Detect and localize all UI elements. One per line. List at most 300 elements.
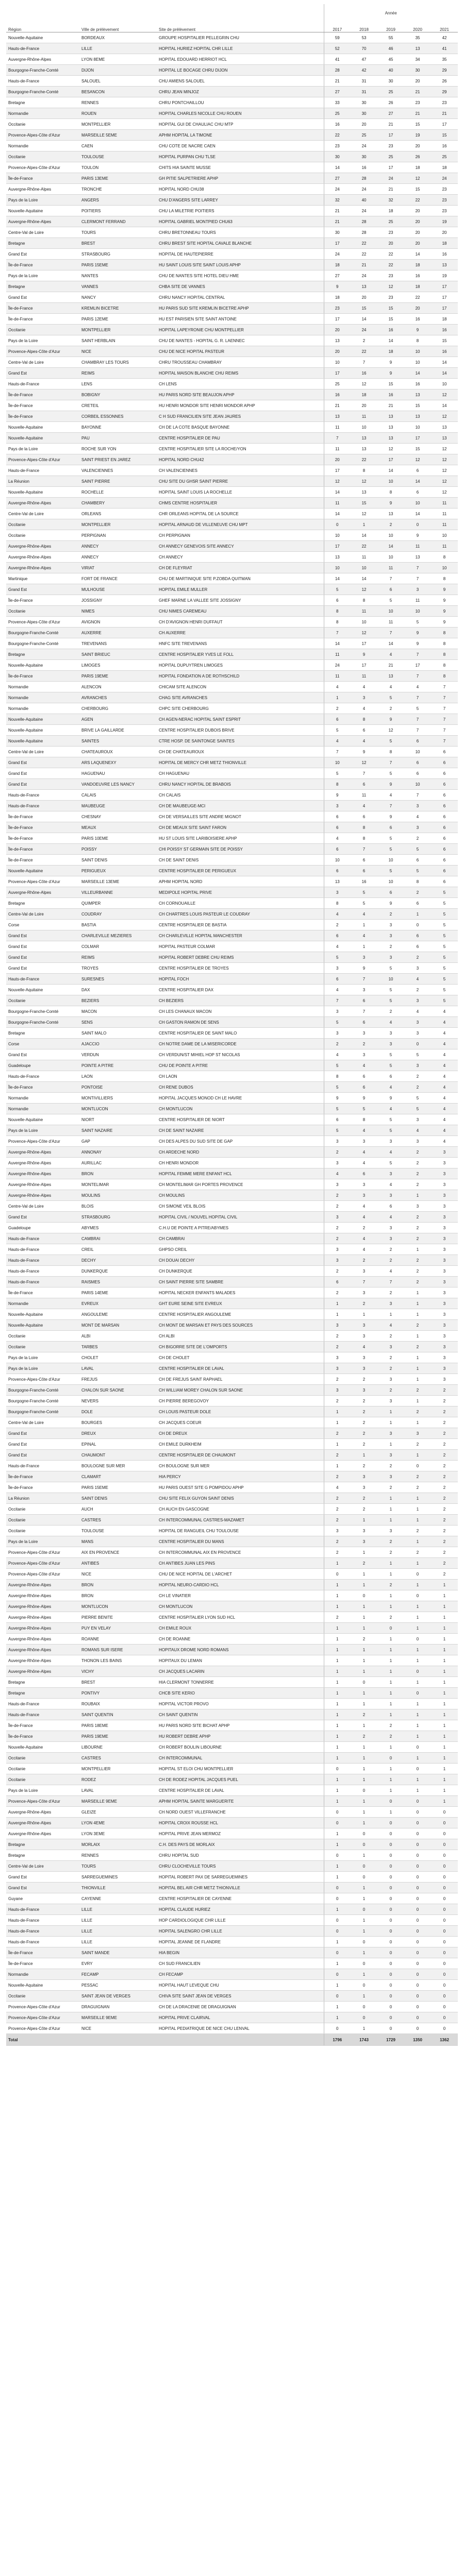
count-cell: 0	[404, 519, 431, 530]
region-cell: Auvergne-Rhône-Alpes	[6, 498, 79, 509]
count-cell: 3	[377, 952, 404, 963]
ville-cell: CHAMBERY	[79, 498, 157, 509]
count-cell: 12	[351, 476, 377, 487]
count-cell: 9	[377, 898, 404, 909]
table-row	[6, 703, 458, 714]
count-cell: 9	[351, 747, 377, 757]
count-cell: 6	[431, 757, 458, 768]
region-cell: Île-de-France	[6, 1082, 79, 1093]
region-cell: Auvergne-Rhône-Alpes	[6, 1158, 79, 1168]
ville-cell: ROUEN	[79, 108, 157, 119]
ville-cell: THONON LES BAINS	[79, 1655, 157, 1666]
count-cell: 1	[404, 1612, 431, 1623]
count-cell: 0	[324, 1893, 351, 1904]
count-cell: 25	[324, 379, 351, 389]
count-cell: 2	[404, 1439, 431, 1450]
count-cell: 2	[377, 703, 404, 714]
count-cell: 3	[377, 1028, 404, 1039]
region-cell: Provence-Alpes-Côte d'Azur	[6, 2002, 79, 2012]
region-cell: Bretagne	[6, 1677, 79, 1688]
table-row	[6, 87, 458, 97]
count-cell: 5	[324, 1060, 351, 1071]
count-cell: 5	[431, 920, 458, 930]
year-header: 2018	[351, 15, 377, 32]
count-cell: 28	[351, 216, 377, 227]
region-cell: Pays de la Loire	[6, 270, 79, 281]
region-cell: Centre-Val de Loire	[6, 357, 79, 368]
count-cell: 7	[351, 974, 377, 985]
count-cell: 0	[377, 1839, 404, 1850]
table-row	[6, 671, 458, 682]
site-cell: CENTRE HOSPITALIER DAX	[157, 985, 324, 995]
count-cell: 19	[431, 216, 458, 227]
region-cell: Bourgogne-Franche-Comté	[6, 1396, 79, 1406]
region-cell: Normandie	[6, 1298, 79, 1309]
count-cell: 6	[431, 801, 458, 811]
region-cell: Provence-Alpes-Côte d'Azur	[6, 162, 79, 173]
count-cell: 59	[324, 32, 351, 43]
count-cell: 4	[324, 1168, 351, 1179]
count-cell: 2	[351, 1396, 377, 1406]
table-row	[6, 692, 458, 703]
count-cell: 3	[404, 1201, 431, 1212]
count-cell: 1	[324, 1742, 351, 1753]
ville-cell: COUDRAY	[79, 909, 157, 920]
table-row	[6, 1093, 458, 1104]
count-cell: 2	[404, 1266, 431, 1277]
table-row	[6, 1688, 458, 1699]
region-cell: Normandie	[6, 703, 79, 714]
table-row	[6, 1255, 458, 1266]
count-cell: 0	[404, 1569, 431, 1580]
site-cell: CENTRE HOSPITALIER DE PAU	[157, 433, 324, 444]
site-cell: HOPITAL ROBERT DEBRE CHU REIMS	[157, 952, 324, 963]
region-cell: Île-de-France	[6, 1731, 79, 1742]
table-row	[6, 649, 458, 660]
count-cell: 2	[377, 1006, 404, 1017]
count-cell: 12	[324, 476, 351, 487]
count-cell: 4	[324, 1049, 351, 1060]
ville-cell: ANNECY	[79, 552, 157, 563]
region-cell: Nouvelle-Aquitaine	[6, 1742, 79, 1753]
count-cell: 20	[404, 206, 431, 216]
count-cell: 7	[351, 1277, 377, 1287]
region-cell: Île-de-France	[6, 389, 79, 400]
count-cell: 4	[431, 1006, 458, 1017]
count-cell: 4	[431, 1082, 458, 1093]
site-cell: HOPITAUX DROME NORD ROMANS	[157, 1645, 324, 1655]
count-cell: 1	[377, 1406, 404, 1417]
region-cell: Centre-Val de Loire	[6, 909, 79, 920]
site-cell: CH SUD FRANCILIEN	[157, 1958, 324, 1969]
count-cell: 16	[431, 346, 458, 357]
count-cell: 5	[404, 703, 431, 714]
region-cell: Occitanie	[6, 1504, 79, 1515]
count-cell: 0	[431, 1850, 458, 1861]
count-cell: 13	[377, 433, 404, 444]
region-cell: Nouvelle-Aquitaine	[6, 660, 79, 671]
table-row	[6, 1168, 458, 1179]
count-cell: 1	[404, 1287, 431, 1298]
count-cell: 0	[351, 1590, 377, 1601]
table-row	[6, 1558, 458, 1569]
count-cell: 4	[431, 1104, 458, 1114]
count-cell: 31	[351, 87, 377, 97]
ville-cell: ROMANS SUR ISERE	[79, 1645, 157, 1655]
count-cell: 11	[351, 411, 377, 422]
count-cell: 30	[324, 151, 351, 162]
site-cell: CH DE MEAUX SITE SAINT FARON	[157, 822, 324, 833]
count-cell: 7	[377, 801, 404, 811]
ville-cell: SAINT MANDE	[79, 1947, 157, 1958]
ville-cell: ROCHELLE	[79, 487, 157, 498]
count-cell: 12	[351, 628, 377, 638]
count-cell: 0	[404, 1947, 431, 1958]
count-cell: 1	[324, 1645, 351, 1655]
count-cell: 4	[351, 1212, 377, 1223]
ville-cell: MEAUX	[79, 822, 157, 833]
count-cell: 2	[351, 1461, 377, 1471]
count-cell: 3	[351, 1028, 377, 1039]
count-cell: 2	[351, 1709, 377, 1720]
count-cell: 15	[431, 130, 458, 141]
table-row	[6, 1547, 458, 1558]
region-cell: Occitanie	[6, 325, 79, 335]
count-cell: 2	[324, 1201, 351, 1212]
table-row	[6, 1428, 458, 1439]
count-cell: 4	[377, 1147, 404, 1158]
site-cell: CHAG SITE AVRANCHES	[157, 692, 324, 703]
ville-cell: BREST	[79, 238, 157, 249]
region-cell: Grand Est	[6, 941, 79, 952]
site-cell: HOPITAL FEMME MERE ENFANT HCL	[157, 1168, 324, 1179]
count-cell: 15	[377, 379, 404, 389]
table-row	[6, 1006, 458, 1017]
count-cell: 1	[351, 1915, 377, 1926]
ville-cell: FREJUS	[79, 1374, 157, 1385]
region-cell: Grand Est	[6, 584, 79, 595]
region-cell: Provence-Alpes-Côte d'Azur	[6, 2023, 79, 2034]
ville-cell: MARSEILLE 5EME	[79, 130, 157, 141]
count-cell: 1	[377, 1493, 404, 1504]
count-cell: 3	[431, 1158, 458, 1168]
ville-cell: MONTPELLIER	[79, 519, 157, 530]
count-cell: 2	[324, 1190, 351, 1201]
region-cell: Hauts-de-France	[6, 1266, 79, 1277]
region-cell: Occitanie	[6, 119, 79, 130]
count-cell: 8	[431, 671, 458, 682]
count-cell: 6	[324, 811, 351, 822]
count-cell: 10	[431, 530, 458, 541]
count-cell: 2	[404, 1526, 431, 1536]
site-cell: HOPITAL CLAUDE HURIEZ	[157, 1904, 324, 1915]
table-row	[6, 725, 458, 736]
count-cell: 1	[377, 1309, 404, 1320]
count-cell: 17	[324, 541, 351, 552]
region-cell: Île-de-France	[6, 303, 79, 314]
count-cell: 0	[431, 1828, 458, 1839]
ville-cell: VERDUN	[79, 1049, 157, 1060]
ville-cell: CRETEIL	[79, 400, 157, 411]
ville-cell: AUCH	[79, 1504, 157, 1515]
count-cell: 6	[431, 790, 458, 801]
count-cell: 0	[404, 1969, 431, 1980]
count-cell: 4	[324, 736, 351, 747]
count-cell: 3	[431, 1266, 458, 1277]
ville-cell: MONTLUCON	[79, 1104, 157, 1114]
ville-cell: CREIL	[79, 1244, 157, 1255]
count-cell: 3	[377, 1342, 404, 1352]
count-cell: 20	[404, 76, 431, 87]
count-cell: 16	[431, 249, 458, 260]
region-cell: Pays de la Loire	[6, 1785, 79, 1796]
table-row	[6, 108, 458, 119]
table-row	[6, 498, 458, 509]
count-cell: 2	[324, 1396, 351, 1406]
site-cell: CH BOULOGNE SUR MER	[157, 1461, 324, 1471]
table-row	[6, 325, 458, 335]
count-cell: 21	[431, 108, 458, 119]
count-cell: 11	[431, 509, 458, 519]
count-cell: 25	[324, 108, 351, 119]
count-cell: 9	[404, 530, 431, 541]
site-cell: CH PERPIGNAN	[157, 530, 324, 541]
count-cell: 3	[324, 1255, 351, 1266]
site-cell: HU HENRI MONDOR SITE HENRI MONDOR APHP	[157, 400, 324, 411]
count-cell: 15	[377, 303, 404, 314]
count-cell: 0	[431, 1991, 458, 2002]
count-cell: 2	[431, 1558, 458, 1569]
count-cell: 2	[431, 1396, 458, 1406]
count-cell: 16	[377, 389, 404, 400]
count-cell: 10	[404, 498, 431, 509]
table-row	[6, 1991, 458, 2002]
count-cell: 1	[324, 1861, 351, 1872]
region-cell: Centre-Val de Loire	[6, 227, 79, 238]
count-cell: 3	[377, 1374, 404, 1385]
ville-cell: CHAUMONT	[79, 1450, 157, 1461]
count-cell: 3	[377, 1298, 404, 1309]
table-row	[6, 974, 458, 985]
count-cell: 5	[324, 952, 351, 963]
table-row	[6, 65, 458, 76]
count-cell: 0	[377, 1991, 404, 2002]
ville-cell: BOURGES	[79, 1417, 157, 1428]
ville-cell: CHOLET	[79, 1352, 157, 1363]
count-cell: 1	[377, 1417, 404, 1428]
site-cell: CH DE FLEYRIAT	[157, 563, 324, 573]
count-cell: 7	[351, 1006, 377, 1017]
count-cell: 0	[404, 2002, 431, 2012]
count-cell: 3	[431, 1212, 458, 1223]
site-cell: CH DE CHATEAUROUX	[157, 747, 324, 757]
count-cell: 26	[404, 151, 431, 162]
ville-cell: NIMES	[79, 606, 157, 617]
table-row	[6, 227, 458, 238]
count-cell: 1	[324, 2012, 351, 2023]
count-cell: 18	[404, 162, 431, 173]
table-row	[6, 1406, 458, 1417]
count-cell: 2	[431, 1482, 458, 1493]
count-cell: 1	[351, 1569, 377, 1580]
site-cell: HOPITAUX DU LEMAN	[157, 1655, 324, 1666]
table-row	[6, 195, 458, 206]
count-cell: 25	[377, 151, 404, 162]
count-cell: 14	[431, 357, 458, 368]
count-cell: 34	[404, 54, 431, 65]
count-cell: 0	[324, 2023, 351, 2034]
count-cell: 5	[377, 768, 404, 779]
count-cell: 17	[431, 303, 458, 314]
count-cell: 12	[431, 411, 458, 422]
ville-cell: LIBOURNE	[79, 1742, 157, 1753]
count-cell: 3	[351, 1320, 377, 1331]
count-cell: 2	[377, 1385, 404, 1396]
count-cell: 4	[377, 682, 404, 692]
count-cell: 18	[431, 314, 458, 325]
count-cell: 1	[377, 1688, 404, 1699]
site-cell: CH DE SAINT DENIS	[157, 855, 324, 866]
site-cell: CH EMILE DURKHEIM	[157, 1439, 324, 1450]
site-cell: CH INTERCOMMUNAL CASTRES-MAZAMET	[157, 1515, 324, 1526]
ville-cell: KREMLIN BICETRE	[79, 303, 157, 314]
site-cell: CHRU NANCY HOPITAL DE BRABOIS	[157, 779, 324, 790]
site-cell: CH DE FREJUS SAINT RAPHAEL	[157, 1374, 324, 1385]
count-cell: 2	[324, 1223, 351, 1233]
count-cell: 9	[404, 325, 431, 335]
count-cell: 2	[404, 985, 431, 995]
site-cell: HOPITAL SALENGRO CHR LILLE	[157, 1926, 324, 1937]
count-cell: 7	[324, 433, 351, 444]
region-cell: Bretagne	[6, 1688, 79, 1699]
site-cell: HOPITAL PEDIATRIQUE DE NICE CHU LENVAL	[157, 2023, 324, 2034]
count-cell: 3	[324, 963, 351, 974]
site-cell: C.H.U DE POINTE A PITRE/ABYMES	[157, 1223, 324, 1233]
count-cell: 21	[377, 184, 404, 195]
table-row	[6, 238, 458, 249]
count-cell: 3	[351, 1136, 377, 1147]
count-cell: 3	[324, 1158, 351, 1168]
count-cell: 27	[324, 87, 351, 97]
ville-cell: NEVERS	[79, 1396, 157, 1406]
count-cell: 6	[324, 844, 351, 855]
count-cell: 30	[377, 76, 404, 87]
table-row	[6, 2023, 458, 2034]
count-cell: 5	[431, 930, 458, 941]
site-cell: CENTRE HOSPITALIER DE NIORT	[157, 1114, 324, 1125]
table-row	[6, 1179, 458, 1190]
ville-cell: BRON	[79, 1590, 157, 1601]
count-cell: 6	[351, 1168, 377, 1179]
region-cell: Occitanie	[6, 1515, 79, 1526]
count-cell: 0	[431, 1969, 458, 1980]
region-cell: Bretagne	[6, 649, 79, 660]
count-cell: 9	[377, 779, 404, 790]
count-cell: 1	[351, 1688, 377, 1699]
region-cell: Provence-Alpes-Côte d'Azur	[6, 617, 79, 628]
count-cell: 8	[431, 552, 458, 563]
count-cell: 4	[377, 1082, 404, 1093]
region-cell: Nouvelle-Aquitaine	[6, 1309, 79, 1320]
count-cell: 1	[404, 1352, 431, 1363]
count-cell: 12	[351, 509, 377, 519]
ville-cell: CHATEAUROUX	[79, 747, 157, 757]
count-cell: 0	[431, 1947, 458, 1958]
region-cell: Martinique	[6, 573, 79, 584]
region-cell: Grand Est	[6, 1439, 79, 1450]
region-cell: Normandie	[6, 1969, 79, 1980]
site-cell: APHM HOPITAL NORD	[157, 876, 324, 887]
count-cell: 19	[431, 270, 458, 281]
ville-cell: PAU	[79, 433, 157, 444]
count-cell: 10	[351, 563, 377, 573]
count-cell: 1	[431, 1688, 458, 1699]
count-cell: 12	[377, 281, 404, 292]
count-cell: 2	[324, 1374, 351, 1385]
count-cell: 2	[377, 1461, 404, 1471]
region-cell: Grand Est	[6, 1883, 79, 1893]
count-cell: 13	[377, 422, 404, 433]
count-cell: 1	[404, 1396, 431, 1406]
ville-cell: PARIS 18EME	[79, 1720, 157, 1731]
region-cell: Hauts-de-France	[6, 1244, 79, 1255]
count-cell: 3	[324, 1526, 351, 1536]
count-cell: 5	[404, 844, 431, 855]
count-cell: 1	[431, 1796, 458, 1807]
count-cell: 6	[324, 714, 351, 725]
count-cell: 18	[324, 292, 351, 303]
table-row	[6, 1872, 458, 1883]
count-cell: 24	[351, 270, 377, 281]
count-cell: 16	[351, 368, 377, 379]
count-cell: 0	[431, 1958, 458, 1969]
count-cell: 2	[431, 1406, 458, 1417]
site-cell: CH LAON	[157, 1071, 324, 1082]
region-cell: Provence-Alpes-Côte d'Azur	[6, 346, 79, 357]
site-cell: CH CAMBRAI	[157, 1233, 324, 1244]
count-cell: 12	[431, 476, 458, 487]
count-cell: 4	[431, 1028, 458, 1039]
table-row	[6, 1320, 458, 1331]
table-row	[6, 1136, 458, 1147]
count-cell: 26	[377, 97, 404, 108]
count-cell: 27	[324, 270, 351, 281]
region-cell: Normandie	[6, 108, 79, 119]
count-cell: 8	[351, 1114, 377, 1125]
table-row	[6, 1342, 458, 1352]
count-cell: 0	[324, 1926, 351, 1937]
region-cell: Île-de-France	[6, 1482, 79, 1493]
ville-cell: VIRIAT	[79, 563, 157, 573]
count-cell: 5	[377, 1158, 404, 1168]
count-cell: 7	[351, 357, 377, 368]
site-cell: CH HENRI MONDOR	[157, 1158, 324, 1168]
count-cell: 10	[404, 357, 431, 368]
count-cell: 12	[431, 444, 458, 454]
count-cell: 24	[431, 173, 458, 184]
count-cell: 8	[324, 606, 351, 617]
table-row	[6, 1904, 458, 1915]
ville-cell: TOURS	[79, 227, 157, 238]
table-row	[6, 1331, 458, 1342]
region-cell: Bourgogne-Franche-Comté	[6, 1406, 79, 1417]
site-cell: CH DE DREUX	[157, 1428, 324, 1439]
count-cell: 23	[431, 97, 458, 108]
ville-cell: DRAGUIGNAN	[79, 2002, 157, 2012]
table-row	[6, 1049, 458, 1060]
site-cell: CHITS HIA SAINTE MUSSE	[157, 162, 324, 173]
count-cell: 2	[351, 1428, 377, 1439]
